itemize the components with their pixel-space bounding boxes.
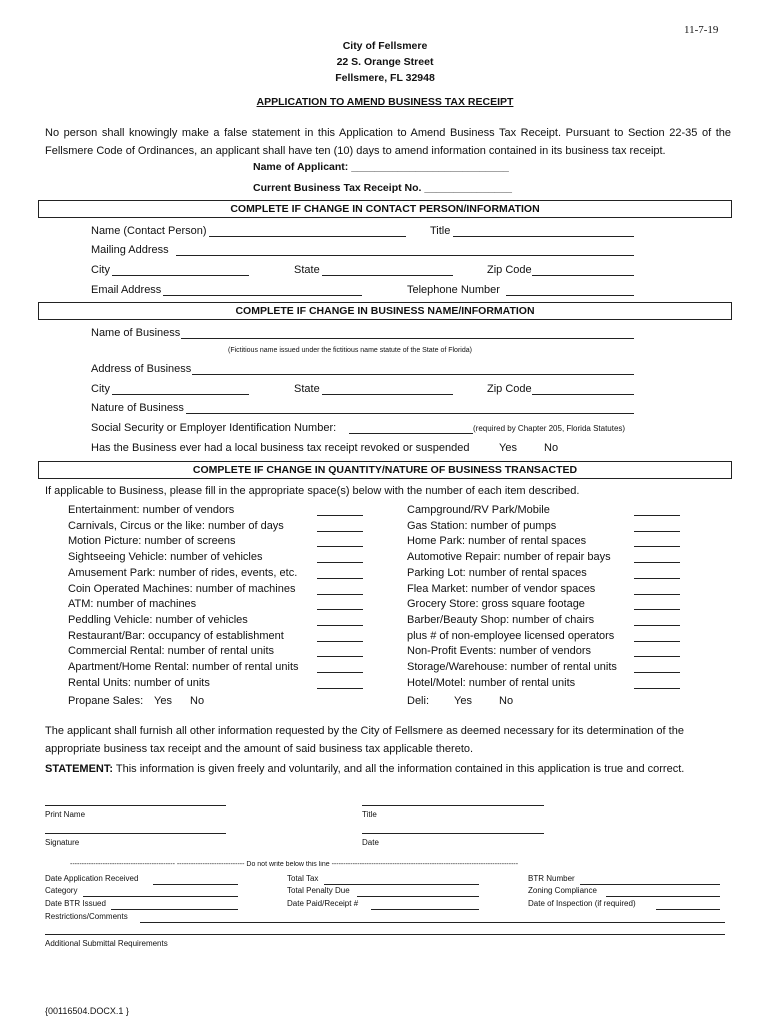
restrictions-label: Restrictions/Comments	[45, 912, 128, 921]
contact-zip-label: Zip Code	[487, 264, 532, 276]
quantity-right-field-4[interactable]	[634, 578, 680, 579]
date-received-label: Date Application Received	[45, 874, 139, 883]
city-street: 22 S. Orange Street	[336, 56, 434, 68]
current-btr-number: Current Business Tax Receipt No. _______________	[253, 182, 512, 194]
signer-title-field[interactable]	[362, 805, 544, 806]
quantity-right-label-1: Gas Station: number of pumps	[407, 519, 557, 532]
btr-issued-label: Date BTR Issued	[45, 899, 106, 908]
zoning-compliance-label: Zoning Compliance	[528, 886, 597, 895]
quantity-left-label-7: Peddling Vehicle: number of vehicles	[68, 613, 248, 626]
furnish-paragraph: The applicant shall furnish all other information requested by the City of Fellsmere as deemed necessary for its determination of the appropriate business tax receipt and the amount of said business tax applicable thereto.	[45, 725, 684, 755]
quantity-right-label-3: Automotive Repair: number of repair bays	[407, 551, 611, 564]
email-label: Email Address	[91, 284, 162, 296]
quantity-right-field-9[interactable]	[634, 656, 680, 657]
contact-name-label: Name (Contact Person)	[91, 225, 207, 237]
quantity-right-field-5[interactable]	[634, 594, 680, 595]
business-state-field[interactable]	[322, 394, 453, 395]
restrictions-field[interactable]	[140, 922, 725, 923]
signature-field[interactable]	[45, 833, 226, 834]
nature-of-business-field[interactable]	[186, 413, 634, 414]
quantity-right-label-7: Barber/Beauty Shop: number of chairs	[407, 613, 595, 626]
propane-yes-option[interactable]: Yes	[154, 695, 172, 707]
page-title: APPLICATION TO AMEND BUSINESS TAX RECEIPT	[256, 96, 514, 108]
print-name-label: Print Name	[45, 810, 86, 819]
quantity-right-label-11: Hotel/Motel: number of rental units	[407, 676, 576, 689]
business-city-field[interactable]	[112, 394, 249, 395]
zoning-compliance-field[interactable]	[606, 896, 720, 897]
mailing-address-field[interactable]	[176, 255, 634, 256]
quantity-instruction: If applicable to Business, please fill in the appropriate space(s) below with the number of each item described.	[45, 485, 580, 497]
quantity-left-label-6: ATM: number of machines	[68, 598, 197, 611]
total-penalty-field[interactable]	[357, 896, 479, 897]
total-tax-field[interactable]	[324, 884, 479, 885]
additional-requirements-label: Additional Submittal Requirements	[45, 939, 168, 948]
quantity-left-label-9: Commercial Rental: number of rental units	[68, 645, 275, 658]
contact-name-field[interactable]	[209, 236, 406, 237]
contact-zip-field[interactable]	[532, 275, 634, 276]
quantity-section-header: COMPLETE IF CHANGE IN QUANTITY/NATURE OF BUSINESS TRANSACTED	[192, 464, 578, 476]
category-label: Category	[45, 886, 78, 895]
quantity-left-label-8: Restaurant/Bar: occupancy of establishment	[68, 629, 284, 642]
quantity-left-label-11: Rental Units: number of units	[68, 676, 210, 689]
propane-no-option[interactable]: No	[190, 695, 205, 707]
document-id: {00116504.DOCX.1 }	[45, 1006, 129, 1016]
btr-number-field[interactable]	[580, 884, 720, 885]
contact-city-field[interactable]	[112, 275, 249, 276]
business-section-header: COMPLETE IF CHANGE IN BUSINESS NAME/INFORMATION	[235, 305, 535, 317]
total-tax-label: Total Tax	[287, 874, 319, 883]
quantity-left-field-5[interactable]	[317, 594, 363, 595]
contact-title-field[interactable]	[453, 236, 634, 237]
quantity-right-field-7[interactable]	[634, 625, 680, 626]
quantity-right-label-8: plus # of non-employee licensed operators	[407, 629, 615, 642]
restrictions-field-line-2[interactable]	[45, 934, 725, 935]
business-zip-field[interactable]	[532, 394, 634, 395]
business-city-label: City	[91, 383, 110, 395]
quantity-right-label-6: Grocery Store: gross square footage	[407, 598, 585, 611]
contact-city-label: City	[91, 264, 110, 276]
document-date: 11-7-19	[684, 24, 719, 36]
quantity-left-field-9[interactable]	[317, 656, 363, 657]
signature-date-label: Date	[362, 838, 379, 847]
quantity-right-field-10[interactable]	[634, 672, 680, 673]
ssn-ein-label: Social Security or Employer Identification Number:	[91, 422, 337, 434]
fictitious-name-note: (Fictitious name issued under the fictitious name statute of the State of Florida)	[228, 347, 472, 354]
quantity-left-field-1[interactable]	[317, 531, 363, 532]
email-field[interactable]	[163, 295, 362, 296]
quantity-left-field-0[interactable]	[317, 515, 363, 516]
business-name-field[interactable]	[181, 338, 634, 339]
revoked-yes-option[interactable]: Yes	[499, 442, 517, 454]
statement-text: This information is given freely and voluntarily, and all the information contained in this application is true and correct.	[113, 763, 685, 775]
telephone-label: Telephone Number	[407, 284, 500, 296]
quantity-right-label-4: Parking Lot: number of rental spaces	[407, 566, 587, 579]
deli-no-option[interactable]: No	[499, 695, 514, 707]
date-received-field[interactable]	[153, 884, 238, 885]
print-name-field[interactable]	[45, 805, 226, 806]
business-zip-label: Zip Code	[487, 383, 532, 395]
revoked-question: Has the Business ever had a local business tax receipt revoked or suspended	[91, 442, 470, 454]
quantity-right-label-5: Flea Market: number of vendor spaces	[407, 582, 596, 595]
mailing-address-label: Mailing Address	[91, 244, 169, 256]
inspection-date-field[interactable]	[656, 909, 720, 910]
quantity-right-field-11[interactable]	[634, 688, 680, 689]
quantity-right-field-3[interactable]	[634, 562, 680, 563]
btr-number-label: BTR Number	[528, 874, 575, 883]
business-address-field[interactable]	[192, 374, 634, 375]
contact-section-header: COMPLETE IF CHANGE IN CONTACT PERSON/INFORMATION	[230, 203, 540, 215]
signer-title-label: Title	[362, 810, 377, 819]
quantity-right-label-10: Storage/Warehouse: number of rental units	[407, 661, 617, 673]
date-paid-field[interactable]	[371, 909, 479, 910]
date-paid-label: Date Paid/Receipt #	[287, 899, 359, 908]
quantity-left-label-0: Entertainment: number of vendors	[68, 504, 235, 516]
business-address-label: Address of Business	[91, 363, 192, 375]
contact-state-label: State	[294, 264, 320, 276]
quantity-left-field-7[interactable]	[317, 625, 363, 626]
ssn-ein-note: (required by Chapter 205, Florida Statutes)	[473, 424, 626, 433]
office-use-divider: --------------------------------------------- ----------------------------- Do not write below this line --------------------------------------------------------------------------------	[70, 861, 519, 868]
revoked-no-option[interactable]: No	[544, 442, 559, 454]
btr-issued-field[interactable]	[111, 909, 238, 910]
quantity-right-label-0: Campground/RV Park/Mobile	[407, 504, 550, 516]
name-of-applicant: Name of Applicant: ___________________________	[253, 161, 509, 173]
inspection-date-label: Date of Inspection (if required)	[528, 899, 636, 908]
total-penalty-label: Total Penalty Due	[287, 886, 350, 895]
city-name: City of Fellsmere	[342, 40, 428, 52]
quantity-left-label-5: Coin Operated Machines: number of machines	[68, 582, 296, 595]
statement-label: STATEMENT:	[45, 763, 114, 775]
deli-yes-option[interactable]: Yes	[454, 695, 472, 707]
quantity-right-field-1[interactable]	[634, 531, 680, 532]
telephone-field[interactable]	[506, 295, 634, 296]
quantity-right-field-0[interactable]	[634, 515, 680, 516]
nature-of-business-label: Nature of Business	[91, 402, 184, 414]
business-name-label: Name of Business	[91, 327, 181, 339]
contact-title-label: Title	[430, 225, 451, 237]
quantity-left-label-4: Amusement Park: number of rides, events, etc.	[68, 566, 298, 579]
quantity-left-field-3[interactable]	[317, 562, 363, 563]
quantity-right-field-8[interactable]	[634, 641, 680, 642]
quantity-left-field-11[interactable]	[317, 688, 363, 689]
ssn-ein-field[interactable]	[349, 433, 473, 434]
quantity-left-field-8[interactable]	[317, 641, 363, 642]
city-state-zip: Fellsmere, FL 32948	[335, 72, 435, 84]
quantity-left-field-6[interactable]	[317, 609, 363, 610]
signature-date-field[interactable]	[362, 833, 544, 834]
statement	[45, 763, 684, 775]
quantity-left-label-10: Apartment/Home Rental: number of rental units	[68, 661, 299, 673]
quantity-left-label-2: Motion Picture: number of screens	[68, 535, 236, 548]
category-field[interactable]	[83, 896, 238, 897]
quantity-left-field-4[interactable]	[317, 578, 363, 579]
signature-label: Signature	[45, 838, 80, 847]
contact-state-field[interactable]	[322, 275, 453, 276]
quantity-right-field-6[interactable]	[634, 609, 680, 610]
propane-sales-label: Propane Sales:	[68, 695, 144, 707]
quantity-left-field-2[interactable]	[317, 546, 363, 547]
business-state-label: State	[294, 383, 320, 395]
quantity-right-label-2: Home Park: number of rental spaces	[407, 535, 587, 548]
deli-label: Deli:	[407, 695, 430, 707]
quantity-left-label-3: Sightseeing Vehicle: number of vehicles	[68, 551, 263, 564]
quantity-left-field-10[interactable]	[317, 672, 363, 673]
intro-paragraph: No person shall knowingly make a false statement in this Application to Amend Business Tax Receipt. Pursuant to Section 22-35 of the Fellsmere Code of Ordinances, an applicant shall have ten (10) days to amend information contained in its business tax receipt.	[45, 127, 731, 157]
quantity-left-label-1: Carnivals, Circus or the like: number of days	[68, 519, 284, 532]
quantity-right-field-2[interactable]	[634, 546, 680, 547]
quantity-right-label-9: Non-Profit Events: number of vendors	[407, 645, 592, 658]
